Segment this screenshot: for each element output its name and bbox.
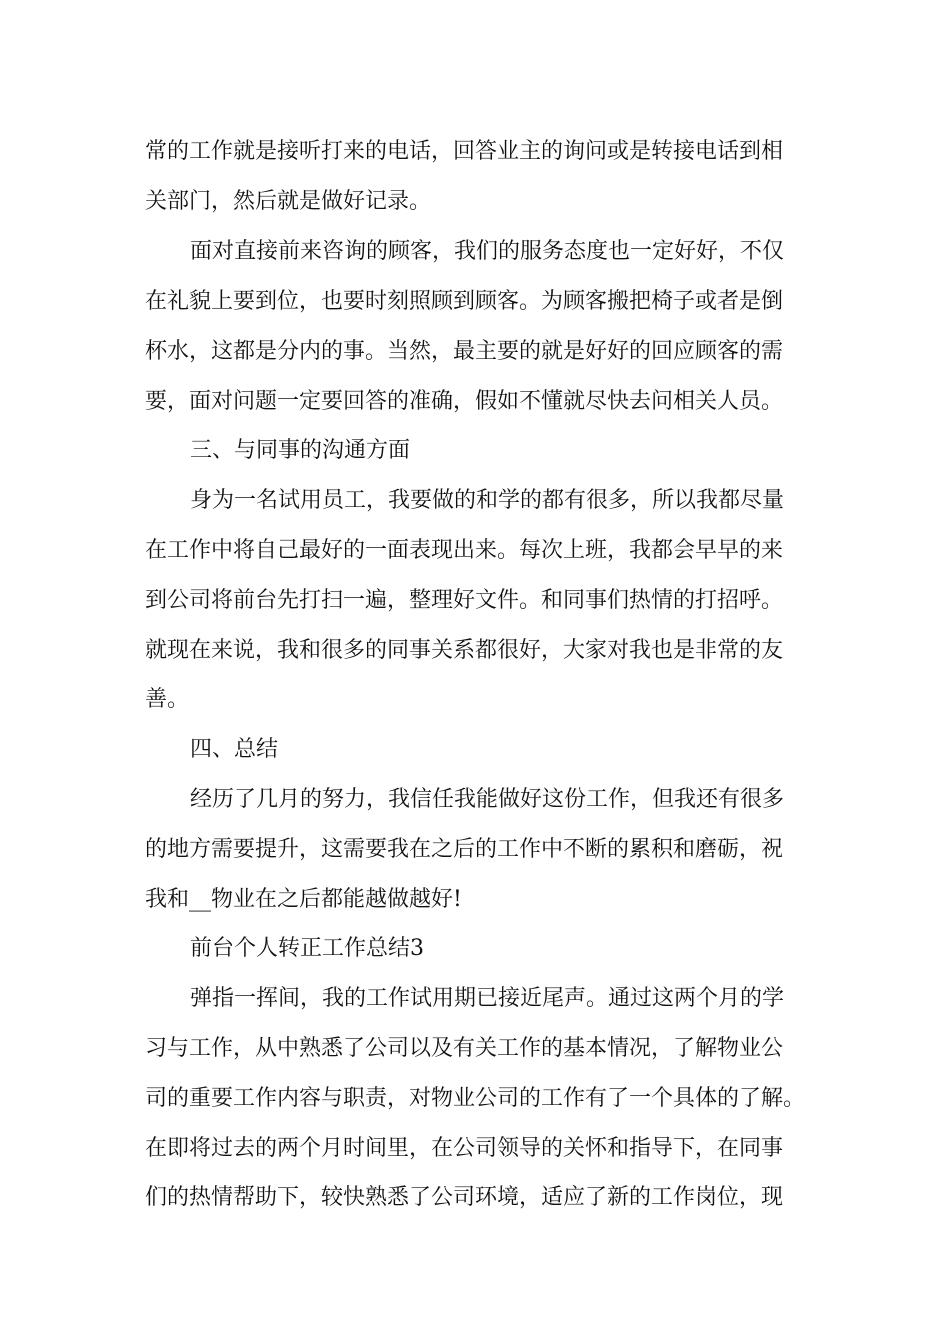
text-line: 司的重要工作内容与职责，对物业公司的工作有了一个具体的了解。 — [145, 1086, 806, 1111]
text-line: 常的工作就是接听打来的电话，回答业主的询问或是转接电话到相 — [145, 139, 784, 164]
text-line: 杯水，这都是分内的事。当然，最主要的就是好好的回应顾客的需 — [145, 339, 784, 364]
text-line: 善。 — [145, 687, 190, 712]
text-line: 在即将过去的两个月时间里，在公司领导的关怀和指导下，在同事 — [145, 1136, 784, 1161]
text-line: 们的热情帮助下，较快熟悉了公司环境，适应了新的工作岗位，现 — [145, 1185, 784, 1210]
paragraph-start-line: 面对直接前来咨询的顾客，我们的服务态度也一定好好，不仅 — [190, 239, 785, 264]
text-line: 在工作中将自己最好的一面表现出来。每次上班，我都会早早的来 — [145, 538, 784, 563]
text-line: 习与工作，从中熟悉了公司以及有关工作的基本情况，了解物业公 — [145, 1036, 784, 1061]
text-line: 的地方需要提升，这需要我在之后的工作中不断的累积和磨砺，祝 — [145, 837, 784, 862]
article-title: 前台个人转正工作总结3 — [190, 936, 424, 961]
section-heading: 四、总结 — [190, 737, 279, 762]
paragraph-start-line: 身为一名试用员工，我要做的和学的都有很多，所以我都尽量 — [190, 488, 785, 513]
paragraph-start-line: 经历了几月的努力，我信任我能做好这份工作，但我还有很多 — [190, 787, 785, 812]
text-line: 关部门，然后就是做好记录。 — [145, 189, 432, 214]
text-line: 要，面对问题一定要回答的准确，假如不懂就尽快去问相关人员。 — [145, 389, 784, 414]
text-line: 就现在来说，我和很多的同事关系都很好，大家对我也是非常的友 — [145, 638, 784, 663]
section-heading: 三、与同事的沟通方面 — [190, 438, 411, 463]
text-line: 在礼貌上要到位，也要时刻照顾到顾客。为顾客搬把椅子或者是倒 — [145, 289, 784, 314]
paragraph-start-line: 弹指一挥间，我的工作试用期已接近尾声。通过这两个月的学 — [190, 986, 785, 1011]
text-line: 到公司将前台先打扫一遍，整理好文件。和同事们热情的打招呼。 — [145, 588, 784, 613]
text-line: 我和__物业在之后都能越做越好! — [145, 887, 462, 912]
